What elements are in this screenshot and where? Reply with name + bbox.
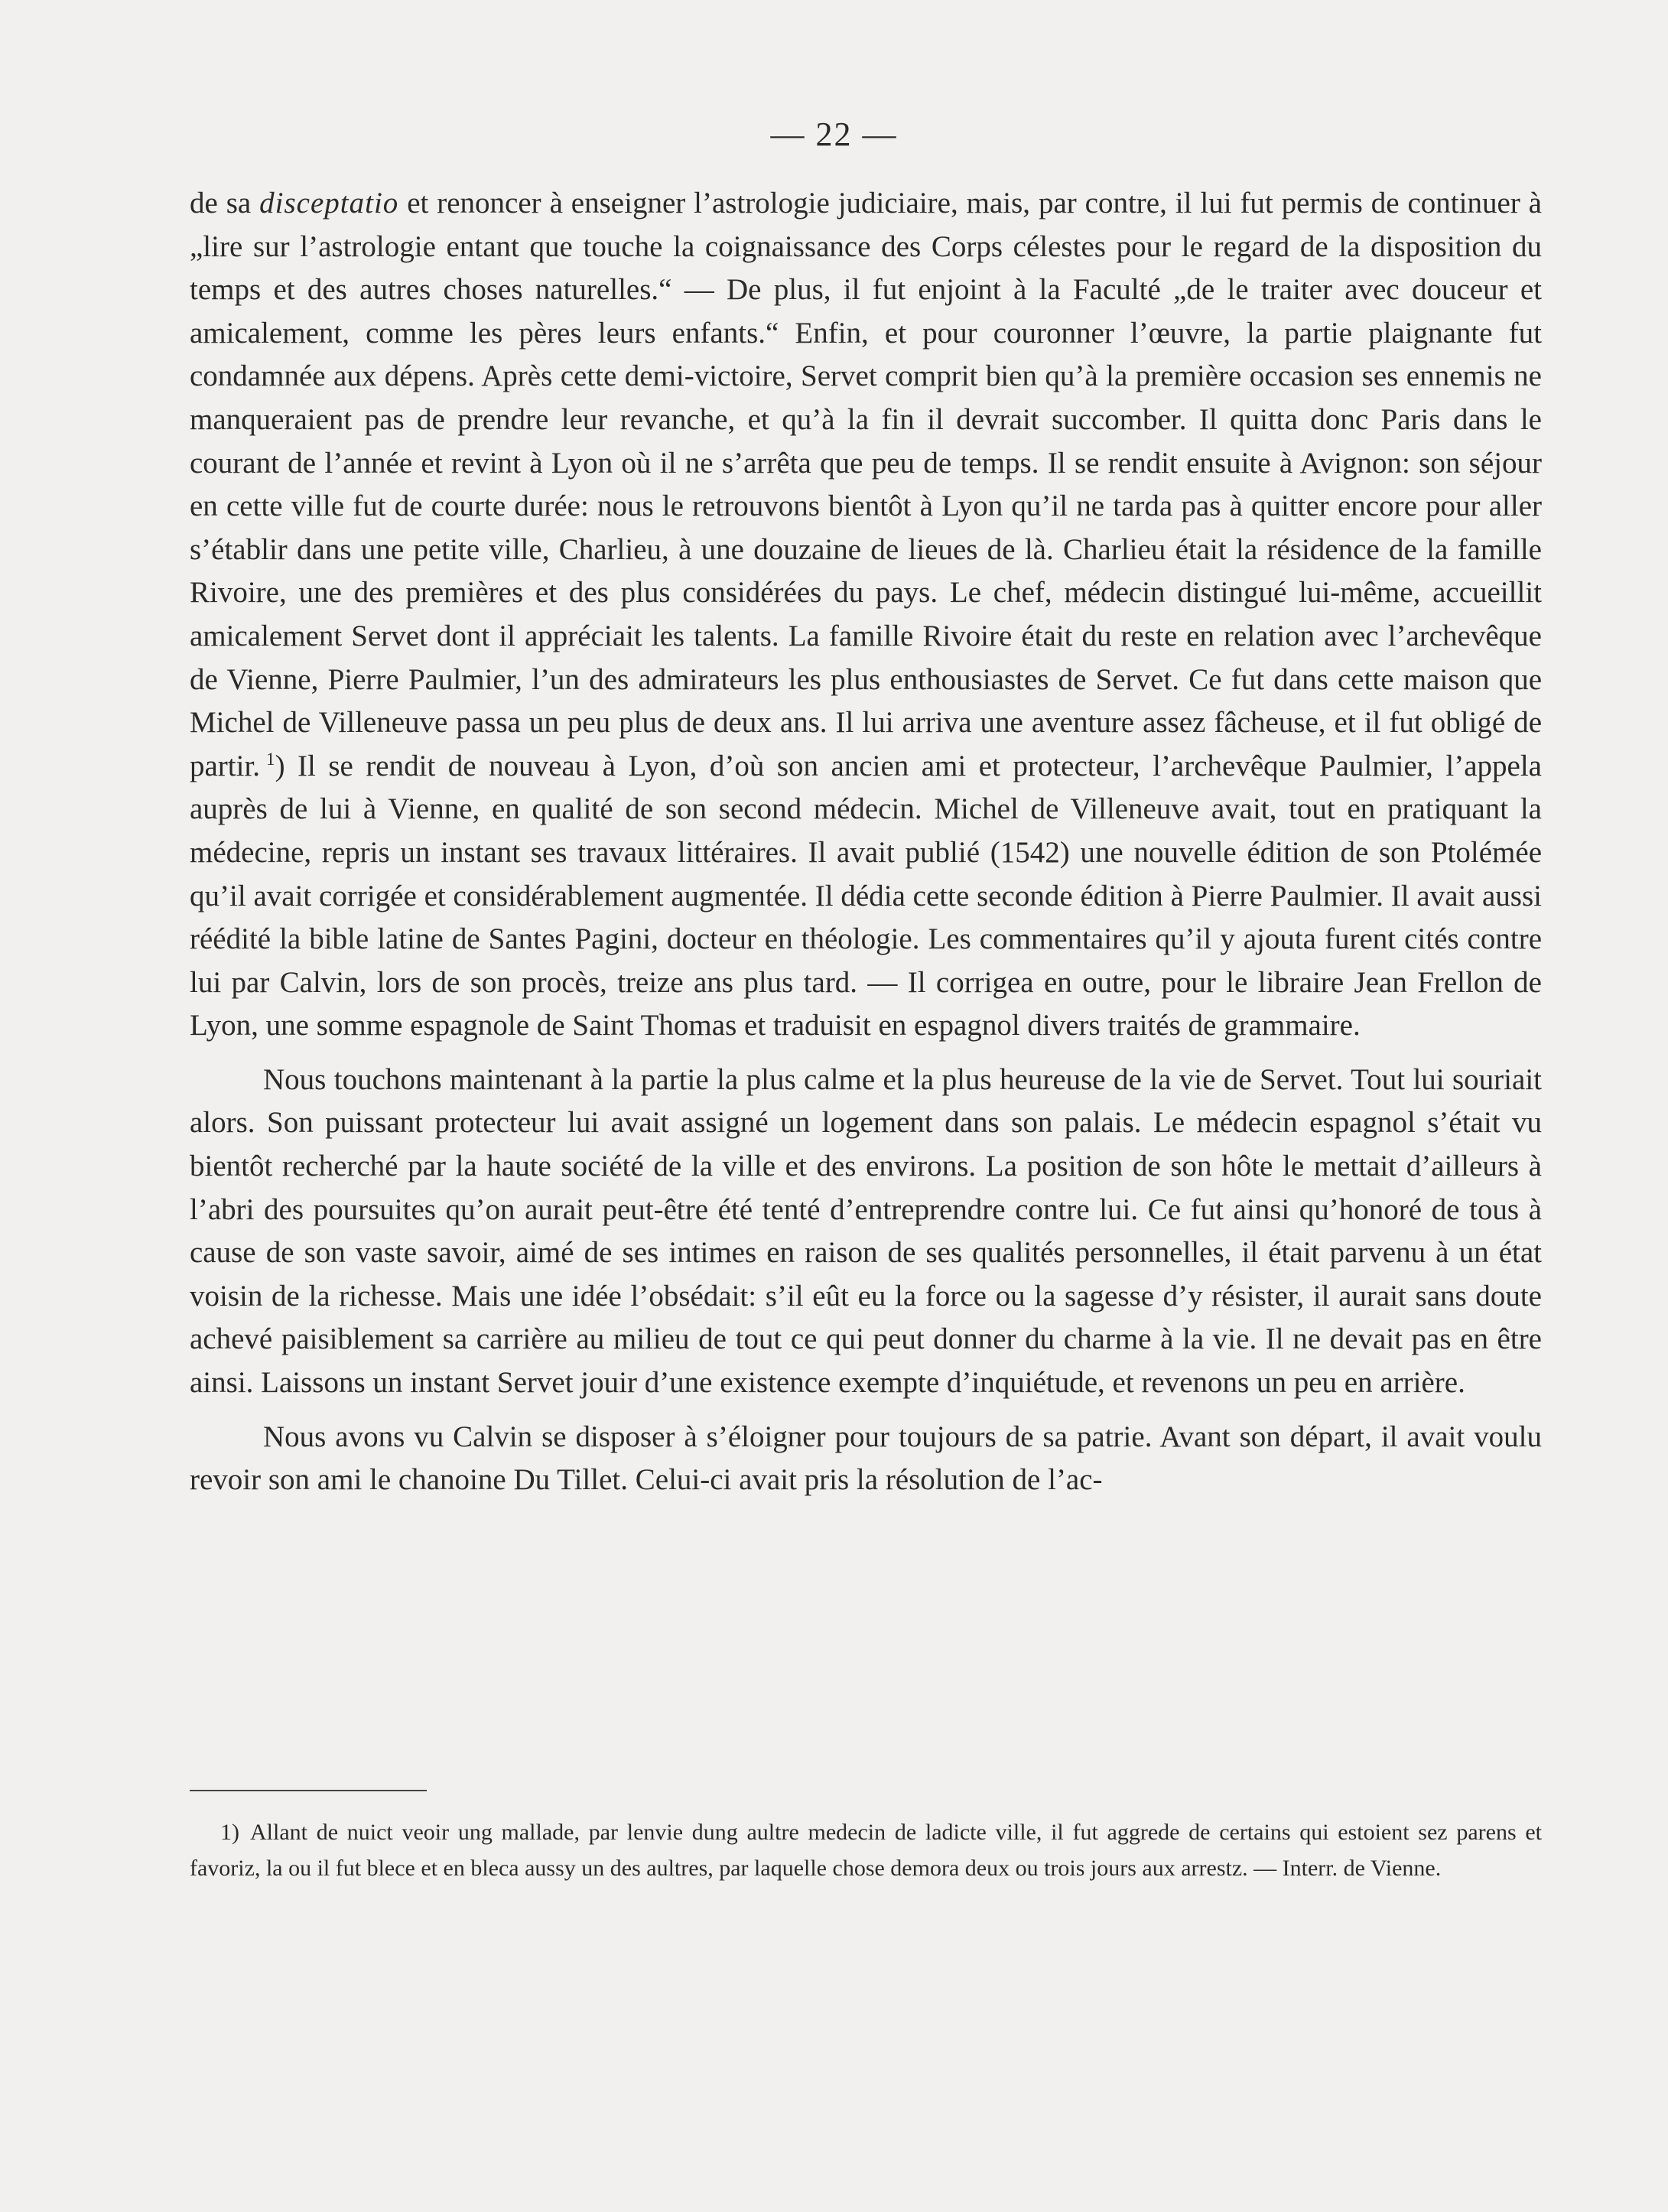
footnote <box>190 1814 1542 1886</box>
paragraph-1-continuation: ) Il se rendit de nouveau à Lyon, d’où son ancien ami et protecteur, l’archevêque Paulmier, l’appela auprès de lui à Vienne, en qualité de son second médecin. Michel de Villeneuve avait, tout en pratiquant la médecine, repris un instant ses travaux littéraires. Il avait publié (1542) une nouvelle édition de son Ptolémée qu’il avait corrigée et considérablement augmentée. Il dédia cette seconde édition à Pierre Paulmier. Il avait aussi réédité la bible latine de Santes Pagini, docteur en théologie. Les commentaires qu’il y ajouta furent cités contre lui par Calvin, lors de son procès, treize ans plus tard. — Il corrigea en outre, pour le libraire Jean Frellon de Lyon, une somme espagnole de Saint Thomas et traduisit en espagnol divers traités de grammaire. <box>190 749 1542 1043</box>
paragraph-1-opening: de sa <box>190 187 260 220</box>
body-text <box>190 182 1542 1502</box>
latin-term: disceptatio <box>259 187 399 220</box>
footnote-text: Allant de nuict veoir ung mallade, par lenvie dung aultre medecin de ladicte ville, il fut aggrede de certains qui estoient sez parens et favoriz, la ou il fut blece et en bleca aussy un des aultres, par laquelle chose demora deux ou trois jours aux arrestz. — Interr. de Vienne. <box>190 1820 1542 1881</box>
footnote-marker: 1) <box>220 1820 239 1845</box>
paragraph-2: Nous touchons maintenant à la partie la plus calme et la plus heureuse de la vie de Servet. Tout lui souriait alors. Son puissant protecteur lui avait assigné un logement dans son palais. Le médecin espagnol s’était vu bientôt recherché par la haute société de la ville et des environs. La position de son hôte le mettait d’ailleurs à l’abri des poursuites qu’on aurait peut-être été tenté d’entreprendre contre lui. Ce fut ainsi qu’honoré de tous à cause de son vaste savoir, aimé de ses intimes en raison de ses qualités personnelles, il était parvenu à un état voisin de la richesse. Mais une idée l’obsédait: s’il eût eu la force ou la sagesse d’y résister, il aurait sans doute achevé paisiblement sa carrière au milieu de tout ce qui peut donner du charme à la vie. Il ne devait pas en être ainsi. Laissons un instant Servet jouir d’une existence exempte d’inquiétude, et revenons un peu en arrière. <box>190 1062 1542 1400</box>
paragraph-1-body: et renoncer à enseigner l’astrologie judiciaire, mais, par contre, il lui fut permis de continuer à „lire sur l’astrologie entant que touche la coignaissance des Corps célestes pour le regard de la disposition du temps et des autres choses naturelles.“ — De plus, il fut enjoint à la Faculté „de le traiter avec douceur et amicalement, comme les pères leurs enfants.“ Enfin, et pour couronner l’œuvre, la partie plaignante fut condamnée aux dépens. Après cette demi-victoire, Servet comprit bien qu’à la première occasion ses ennemis ne manqueraient pas de prendre leur revanche, et qu’à la fin il devrait succomber. Il quitta donc Paris dans le courant de l’année et revint à Lyon où il ne s’arrêta que peu de temps. Il se rendit ensuite à Avignon: son séjour en cette ville fut de courte durée: nous le retrouvons bientôt à Lyon qu’il ne tarda pas à quitter encore pour aller s’établir dans une petite ville, Charlieu, à une douzaine de lieues de là. Charlieu était la résidence de la famille Rivoire, une des premières et des plus considérées du pays. Le chef, médecin distingué lui-même, accueillit amicalement Servet dont il appréciait les talents. La famille Rivoire était du reste en relation avec l’archevêque de Vienne, Pierre Paulmier, l’un des admirateurs les plus enthousiastes de Servet. Ce fut dans cette maison que Michel de Villeneuve passa un peu plus de deux ans. Il lui arriva une aventure assez fâcheuse, et il fut obligé de partir. <box>190 187 1542 782</box>
footnote-reference: 1 <box>265 749 275 769</box>
page-number: — 22 — <box>770 115 898 153</box>
paragraph-1 <box>190 182 1542 1048</box>
footnote-divider <box>190 1790 427 1791</box>
paragraph-3: Nous avons vu Calvin se disposer à s’éloigner pour toujours de sa patrie. Avant son départ, il avait voulu revoir son ami le chanoine Du Tillet. Celui-ci avait pris la résolution de l’ac- <box>190 1420 1542 1497</box>
